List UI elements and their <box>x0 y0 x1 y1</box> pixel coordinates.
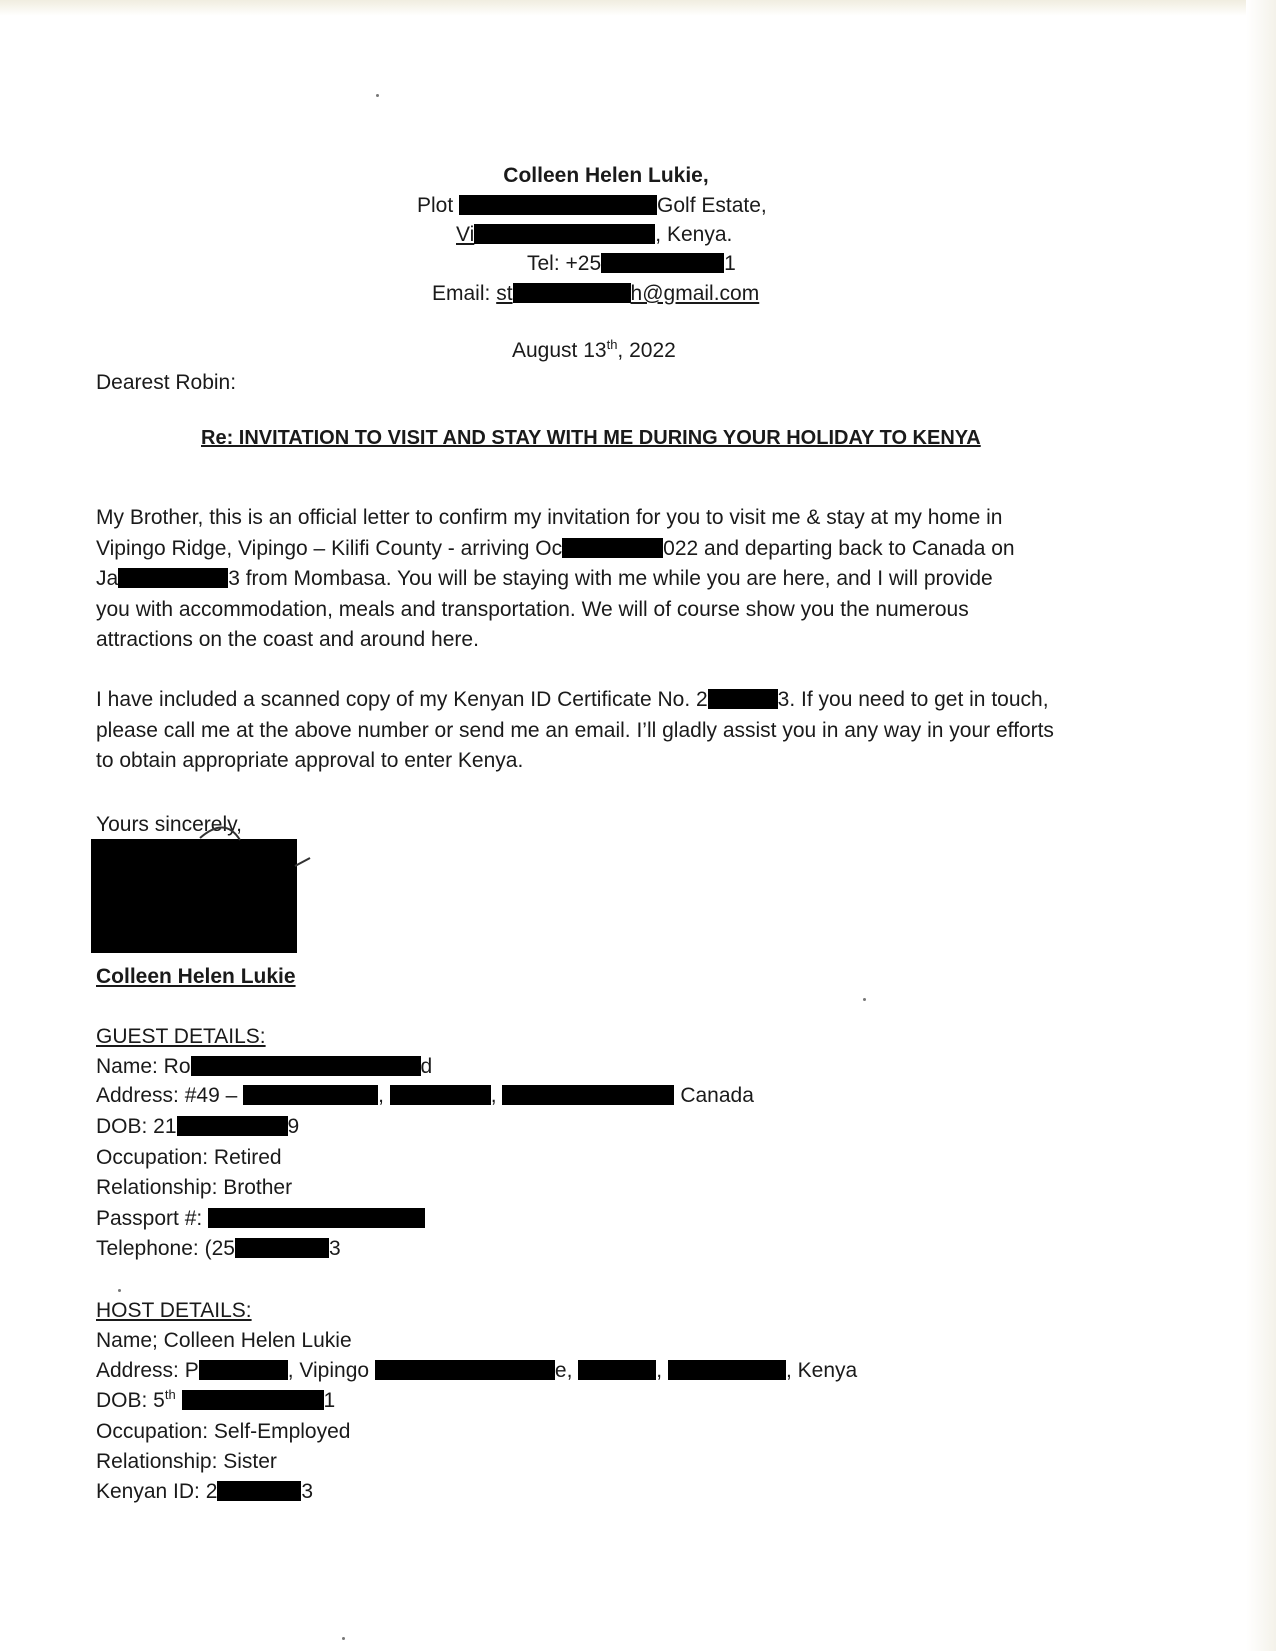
host-kenyan-id <box>96 1479 313 1505</box>
guest-relationship: Relationship: Brother <box>96 1176 293 1199</box>
body-line <box>96 564 1156 595</box>
sender-tel-line <box>527 251 736 277</box>
sender-address-prefix: Plot <box>417 194 454 217</box>
sender-email-line <box>432 281 759 307</box>
host-dob-ordinal: th <box>164 1387 176 1402</box>
redaction-bar <box>474 224 655 244</box>
date-ordinal: th <box>606 337 618 352</box>
redaction-bar <box>191 1056 421 1076</box>
host-occupation: Occupation: Self-Employed <box>96 1420 351 1443</box>
host-id-label: Kenyan ID: 2 <box>96 1480 218 1503</box>
guest-address-sep: , <box>378 1084 384 1107</box>
redaction-bar <box>243 1085 378 1105</box>
body-line <box>96 534 1156 565</box>
host-relationship: Relationship: Sister <box>96 1450 277 1473</box>
guest-details-heading: GUEST DETAILS: <box>96 1025 266 1048</box>
guest-telephone <box>96 1236 341 1262</box>
scan-speck <box>863 998 866 1001</box>
paper-edge-right <box>1246 0 1276 1651</box>
body-paragraph-2 <box>96 685 1156 777</box>
host-id-suffix: 3 <box>301 1480 314 1503</box>
body-text: 3. If you need to get in touch, <box>777 688 1049 711</box>
sender-email-suffix: h@gmail.com <box>630 282 760 305</box>
paper-edge-top <box>0 0 1276 16</box>
body-text: I have included a scanned copy of my Kenyan ID Certificate No. 2 <box>96 688 708 711</box>
date-text: August 13 <box>512 339 607 362</box>
redaction-bar <box>208 1208 425 1228</box>
host-address-label: Address: P <box>96 1359 199 1382</box>
redaction-bar <box>390 1085 491 1105</box>
guest-address <box>96 1083 754 1109</box>
host-details-heading: HOST DETAILS: <box>96 1299 252 1322</box>
host-name: Name; Colleen Helen Lukie <box>96 1329 352 1352</box>
signature-name: Colleen Helen Lukie <box>96 965 296 988</box>
body-line: My Brother, this is an official letter to confirm my invitation for you to visit me & stay at my home in <box>96 506 1003 529</box>
sender-tel-prefix: Tel: +25 <box>527 252 602 275</box>
body-line: please call me at the above number or send me an email. I’ll gladly assist you in any way in your efforts <box>96 718 1054 742</box>
redaction-bar <box>668 1360 786 1380</box>
guest-name <box>96 1054 432 1080</box>
guest-telephone-label: Telephone: (25 <box>96 1237 235 1260</box>
sender-name: Colleen Helen Lukie, <box>503 164 709 187</box>
date-year: , 2022 <box>617 339 676 362</box>
body-line: you with accommodation, meals and transportation. We will of course show you the numerous <box>96 597 969 621</box>
sender-email-prefix: st <box>496 282 513 305</box>
guest-dob <box>96 1114 299 1140</box>
guest-telephone-suffix: 3 <box>328 1237 341 1260</box>
host-address-country: , Kenya <box>785 1359 858 1382</box>
body-text: 022 and departing back to Canada on <box>663 536 1015 560</box>
body-line <box>96 685 1156 716</box>
guest-dob-suffix: 9 <box>287 1115 300 1138</box>
redaction-bar <box>708 689 778 709</box>
body-paragraph-1 <box>96 503 1156 656</box>
guest-occupation: Occupation: Retired <box>96 1146 282 1169</box>
redaction-bar <box>513 283 631 303</box>
redaction-bar <box>459 195 657 215</box>
host-dob <box>96 1388 335 1414</box>
sender-city-line <box>456 222 732 248</box>
redaction-bar <box>562 538 663 558</box>
redaction-bar <box>182 1390 324 1410</box>
sender-city-suffix: , Kenya. <box>655 223 733 246</box>
guest-address-label: Address: #49 – <box>96 1084 238 1107</box>
redaction-bar <box>199 1360 288 1380</box>
redaction-bar <box>235 1238 329 1258</box>
guest-name-suffix: d <box>420 1055 433 1078</box>
host-address-sep: , <box>656 1359 663 1382</box>
body-line: to obtain appropriate approval to enter Kenya. <box>96 749 524 772</box>
redaction-bar <box>217 1481 301 1501</box>
guest-name-label: Name: Ro <box>96 1055 191 1078</box>
sender-address-suffix: Golf Estate, <box>657 194 767 217</box>
body-text: Vipingo Ridge, Vipingo – Kilifi County - arriving Oc <box>96 536 563 560</box>
letter-date <box>512 338 676 364</box>
host-address <box>96 1358 857 1384</box>
host-address-mid: , Vipingo <box>287 1359 370 1382</box>
redaction-bar <box>502 1085 674 1105</box>
host-dob-label: DOB: 5 <box>96 1389 165 1412</box>
host-dob-suffix: 1 <box>323 1389 336 1412</box>
host-address-sep: e, <box>554 1359 573 1382</box>
sender-tel-suffix: 1 <box>724 252 736 275</box>
scan-speck <box>376 94 379 97</box>
scan-speck <box>118 1289 121 1292</box>
redaction-bar <box>578 1360 656 1380</box>
sender-city-prefix: Vi <box>456 223 475 246</box>
guest-passport <box>96 1206 425 1232</box>
scan-speck <box>342 1637 345 1640</box>
guest-passport-label: Passport #: <box>96 1207 203 1230</box>
body-text: 3 from Mombasa. You will be staying with me while you are here, and I will provide <box>228 567 993 590</box>
sender-address-line <box>417 193 767 219</box>
redaction-bar <box>375 1360 555 1380</box>
guest-dob-label: DOB: 21 <box>96 1115 177 1138</box>
signature-stroke <box>180 818 320 888</box>
body-line: attractions on the coast and around here. <box>96 628 479 651</box>
sender-email-label: Email: <box>432 282 491 305</box>
body-text: Ja <box>96 567 119 590</box>
redaction-bar <box>118 568 228 588</box>
redaction-bar <box>601 253 724 273</box>
guest-address-sep: , <box>490 1084 497 1107</box>
closing: Yours sincerely, <box>96 813 242 836</box>
subject-line: Re: INVITATION TO VISIT AND STAY WITH ME DURING YOUR HOLIDAY TO KENYA <box>201 427 981 449</box>
guest-address-country: Canada <box>680 1084 754 1107</box>
salutation: Dearest Robin: <box>96 371 237 394</box>
redaction-bar <box>177 1116 288 1136</box>
